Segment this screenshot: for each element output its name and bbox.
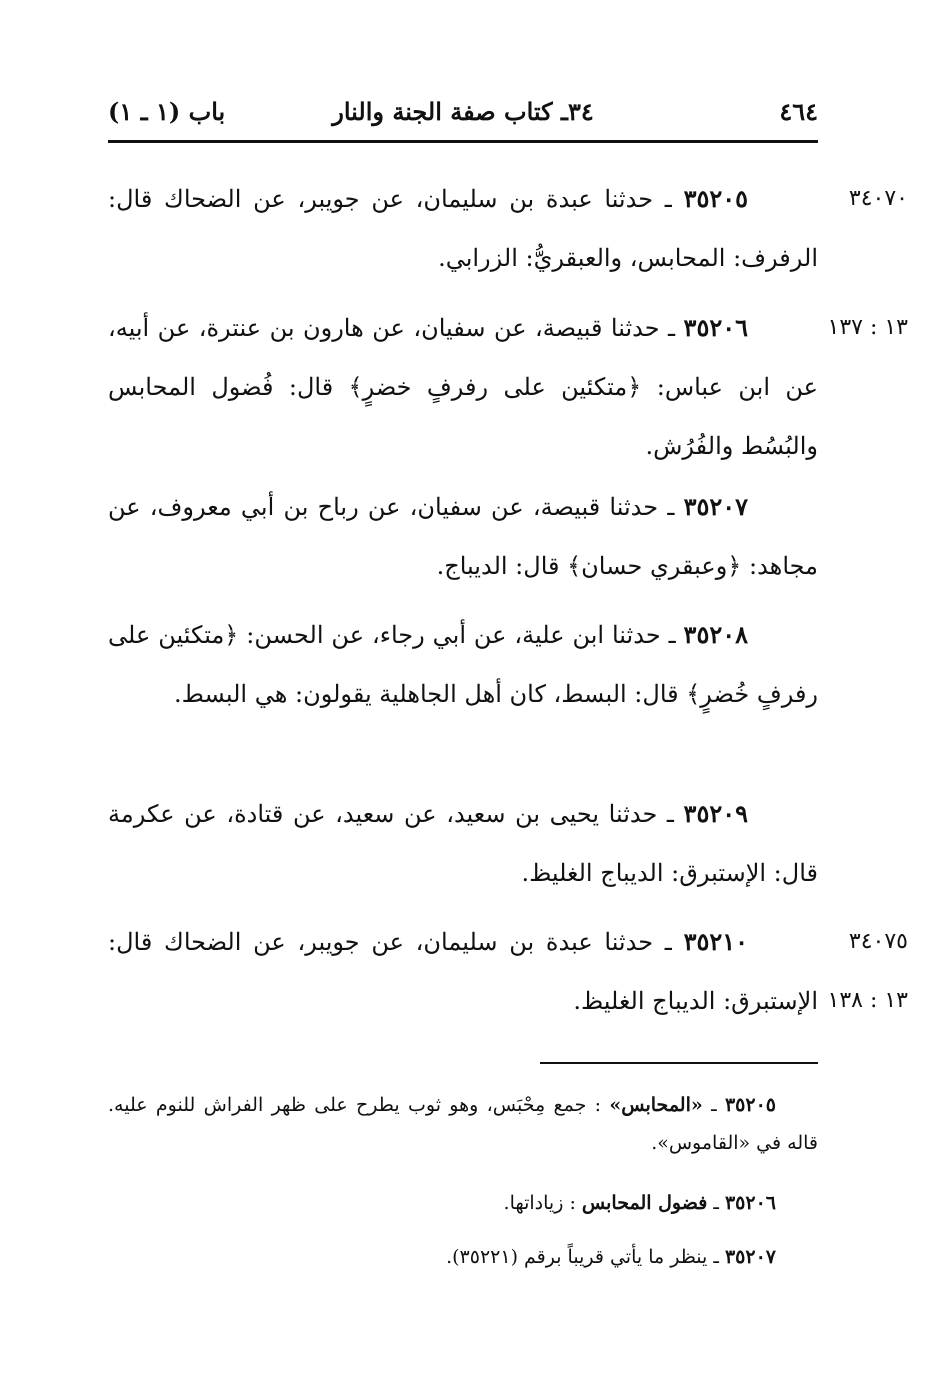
entry-number: ٣٥٢٠٧ [683,492,749,521]
margin-note: ١٣ : ١٣٧ [827,315,908,340]
footnote-number: ٣٥٢٠٥ [724,1094,776,1116]
margin-note: ٣٤٠٧٥ [848,929,908,954]
footnote-number: ٣٥٢٠٦ [724,1192,776,1214]
entry-separator: ـ [657,800,684,828]
margin-note: ٣٤٠٧٠ [848,186,908,211]
book-title: ٣٤ـ كتاب صفة الجنة والنار [332,97,594,126]
hadith-entry [108,605,818,724]
hadith-entry [108,912,818,1031]
footnote-separator: ـ [707,1192,725,1214]
running-header [108,92,818,132]
hadith-entry [108,784,818,903]
footnote-number: ٣٥٢٠٧ [724,1246,776,1268]
hadith-entry [108,169,818,288]
entry-text: حدثنا عبدة بن سليمان، عن جويبر، عن الضحاك قال: الإستبرق: الديباج الغليظ. [108,928,818,1015]
entry-text: حدثنا قبيصة، عن سفيان، عن رباح بن أبي معروف، عن مجاهد: ﴿وعبقري حسان﴾ قال: الديباج. [108,493,818,580]
footnote [108,1238,818,1276]
entry-number: ٣٥٢٠٨ [683,620,748,649]
footnote [108,1086,818,1162]
hadith-entry [108,477,818,596]
footnote-separator: ـ [707,1246,725,1268]
footnote-term: «المحابس» [609,1094,703,1116]
header-rule [108,140,818,143]
footnote-text: : زياداتها. [503,1192,576,1214]
entry-number: ٣٥٢٠٦ [683,313,748,342]
footnote-separator: ـ [702,1094,725,1116]
entry-number: ٣٥٢٠٩ [683,799,748,828]
entry-separator: ـ [658,493,684,521]
entry-number: ٣٥٢٠٥ [683,184,749,213]
footnote-term: فضول المحابس [581,1192,708,1214]
footnote-text: ينظر ما يأتي قريباً برقم (٣٥٢٢١). [446,1246,708,1268]
margin-note: ١٣ : ١٣٨ [827,988,908,1013]
entry-text: حدثنا ابن علية، عن أبي رجاء، عن الحسن: ﴿متكئين على رفرفٍ خُضرٍ﴾ قال: البسط، كان أهل الجاهلية يقولون: هي البسط. [108,621,818,708]
entry-separator: ـ [659,314,684,342]
entry-separator: ـ [653,928,684,956]
footnote-text: : جمع مِحْبَس، وهو ثوب يطرح على ظهر الفراش للنوم عليه. قاله في «القاموس». [108,1094,818,1154]
footnote [108,1184,818,1222]
entry-text: حدثنا يحيى بن سعيد، عن سعيد، عن قتادة، عن عكرمة قال: الإستبرق: الديباج الغليظ. [108,800,818,887]
entry-text: حدثنا قبيصة، عن سفيان، عن هارون بن عنترة، عن أبيه، عن ابن عباس: ﴿متكئين على رفرفٍ خضرٍ﴾ قال: فُضول المحابس والبُسُط والفُرُش. [108,314,818,460]
hadith-entry [108,298,818,476]
chapter-label: باب (١ ـ ١) [108,97,226,126]
entry-separator: ـ [653,185,684,213]
entry-number: ٣٥٢١٠ [683,927,749,956]
entry-separator: ـ [660,621,684,649]
page-number: ٤٦٤ [779,97,818,126]
footnote-rule [540,1062,818,1064]
entry-text: حدثنا عبدة بن سليمان، عن جويبر، عن الضحاك قال: الرفرف: المحابس، والعبقريُّ: الزرابي. [108,185,818,272]
